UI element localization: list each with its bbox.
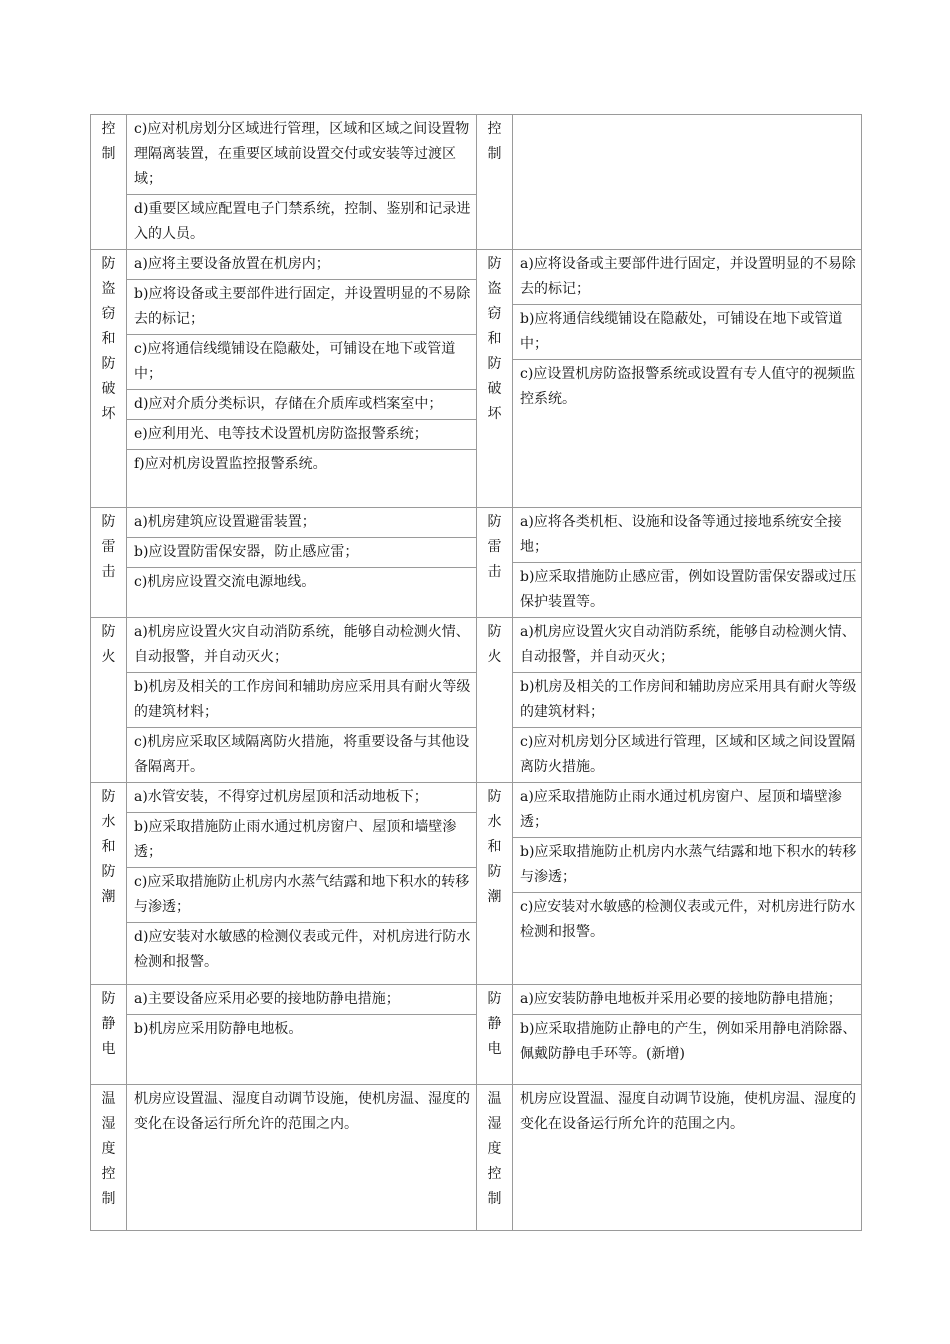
left-requirement-item: d)重要区域应配置电子门禁系统，控制、鉴别和记录进入的人员。 (127, 194, 476, 249)
right-requirements-cell (513, 115, 862, 250)
right-category-text: 防 水 和 防 潮 (487, 789, 502, 905)
left-requirement-item: c)应将通信线缆铺设在隐蔽处，可铺设在地下或管道中； (127, 334, 476, 389)
table-row (91, 783, 862, 985)
left-requirement-item: a)水管安装，不得穿过机房屋顶和活动地板下； (134, 789, 428, 805)
right-requirement-item: a)应安装防静电地板并采用必要的接地防静电措施； (520, 991, 842, 1007)
left-category-label (91, 508, 127, 618)
right-category-label (477, 1085, 513, 1231)
right-category-text: 防 盗 窃 和 防 破 坏 (487, 256, 502, 422)
left-requirements-cell (127, 783, 477, 985)
right-category-label (477, 250, 513, 508)
right-requirements-cell (513, 508, 862, 618)
left-requirement-item: d)应安装对水敏感的检测仪表或元件，对机房进行防水检测和报警。 (127, 922, 476, 984)
right-category-text: 防 火 (487, 624, 502, 665)
right-category-label (477, 783, 513, 985)
left-requirement-item: b)应设置防雷保安器，防止感应雷； (127, 537, 476, 567)
left-requirement-item: c)应采取措施防止机房内水蒸气结露和地下积水的转移与渗透； (127, 867, 476, 922)
left-requirement-item: c)机房应采取区域隔离防火措施，将重要设备与其他设备隔离开。 (127, 727, 476, 782)
right-requirement-item: a)机房应设置火灾自动消防系统，能够自动检测火情、自动报警，并自动灭火； (520, 624, 856, 665)
right-requirement-item: a)应将设备或主要部件进行固定，并设置明显的不易除去的标记； (520, 256, 856, 297)
right-category-label (477, 508, 513, 618)
right-requirement-text: 机房应设置温、湿度自动调节设施，使机房温、湿度的变化在设备运行所允许的范围之内。 (520, 1091, 856, 1132)
left-category-label (91, 618, 127, 783)
left-category-label (91, 250, 127, 508)
left-requirement-item: b)应将设备或主要部件进行固定，并设置明显的不易除去的标记； (127, 279, 476, 334)
right-requirement-item: c)应对机房划分区域进行管理，区域和区域之间设置隔离防火措施。 (513, 727, 861, 782)
right-category-label (477, 618, 513, 783)
left-requirement-item: c)应对机房划分区域进行管理，区域和区域之间设置物理隔离装置，在重要区域前设置交付或安装等过渡区域； (134, 121, 470, 187)
left-requirement-item: f)应对机房设置监控报警系统。 (127, 449, 476, 507)
right-requirements-cell (513, 1085, 862, 1231)
table-row (91, 985, 862, 1085)
right-requirement-item: b)应采取措施防止感应雷，例如设置防雷保安器或过压保护装置等。 (513, 562, 861, 617)
table-row (91, 508, 862, 618)
left-category-text: 控 制 (101, 121, 116, 162)
right-requirement-item: c)应安装对水敏感的检测仪表或元件，对机房进行防水检测和报警。 (513, 892, 861, 984)
right-requirements-cell (513, 250, 862, 508)
document-page (90, 114, 861, 1207)
right-requirements-cell (513, 783, 862, 985)
left-requirements-cell (127, 1085, 477, 1231)
right-category-text: 控 制 (487, 121, 502, 162)
left-requirement-item: b)应采取措施防止雨水通过机房窗户、屋顶和墙壁渗透； (127, 812, 476, 867)
right-requirement-item: b)应采取措施防止静电的产生，例如采用静电消除器、佩戴防静电手环等。(新增) (513, 1014, 861, 1084)
left-requirement-item: b)机房及相关的工作房间和辅助房应采用具有耐火等级的建筑材料； (127, 672, 476, 727)
right-requirement-item: a)应采取措施防止雨水通过机房窗户、屋顶和墙壁渗透； (520, 789, 842, 830)
right-requirement-item: b)机房及相关的工作房间和辅助房应采用具有耐火等级的建筑材料； (513, 672, 861, 727)
left-requirements-cell (127, 618, 477, 783)
left-requirement-item: b)机房应采用防静电地板。 (127, 1014, 476, 1084)
left-category-text: 防 水 和 防 潮 (101, 789, 116, 905)
left-requirements-cell (127, 115, 477, 250)
left-requirement-text: 机房应设置温、湿度自动调节设施，使机房温、湿度的变化在设备运行所允许的范围之内。 (134, 1091, 470, 1132)
left-requirements-cell (127, 985, 477, 1085)
left-requirements-cell (127, 250, 477, 508)
table-row (91, 618, 862, 783)
left-category-text: 防 雷 击 (101, 514, 116, 580)
right-category-label (477, 985, 513, 1085)
right-category-text: 防 雷 击 (487, 514, 502, 580)
right-requirements-cell (513, 985, 862, 1085)
left-requirement-item: a)主要设备应采用必要的接地防静电措施； (134, 991, 400, 1007)
left-requirements-cell (127, 508, 477, 618)
left-category-text: 温 湿 度 控 制 (101, 1091, 116, 1207)
left-category-label (91, 115, 127, 250)
right-category-label (477, 115, 513, 250)
left-requirement-item: e)应利用光、电等技术设置机房防盗报警系统； (127, 419, 476, 449)
right-requirements-cell (513, 618, 862, 783)
table-row (91, 115, 862, 250)
table-row (91, 250, 862, 508)
right-requirement-item: b)应将通信线缆铺设在隐蔽处，可铺设在地下或管道中； (513, 304, 861, 359)
left-requirement-item: a)机房建筑应设置避雷装置； (134, 514, 316, 530)
left-category-label (91, 985, 127, 1085)
left-requirement-item: d)应对介质分类标识，存储在介质库或档案室中； (127, 389, 476, 419)
left-category-label (91, 783, 127, 985)
table-row (91, 1085, 862, 1231)
right-requirement-item: a)应将各类机柜、设施和设备等通过接地系统安全接地； (520, 514, 842, 555)
left-requirement-item: a)机房应设置火灾自动消防系统，能够自动检测火情、自动报警，并自动灭火； (134, 624, 470, 665)
left-category-text: 防 火 (101, 624, 116, 665)
right-category-text: 温 湿 度 控 制 (487, 1091, 502, 1207)
right-category-text: 防 静 电 (487, 991, 502, 1057)
left-category-text: 防 静 电 (101, 991, 116, 1057)
requirements-table (90, 114, 862, 1231)
right-requirement-item: b)应采取措施防止机房内水蒸气结露和地下积水的转移与渗透； (513, 837, 861, 892)
left-category-text: 防 盗 窃 和 防 破 坏 (101, 256, 116, 422)
right-requirement-item: c)应设置机房防盗报警系统或设置有专人值守的视频监控系统。 (513, 359, 861, 507)
left-category-label (91, 1085, 127, 1231)
left-requirement-item: a)应将主要设备放置在机房内； (134, 256, 330, 272)
left-requirement-item: c)机房应设置交流电源地线。 (127, 567, 476, 617)
